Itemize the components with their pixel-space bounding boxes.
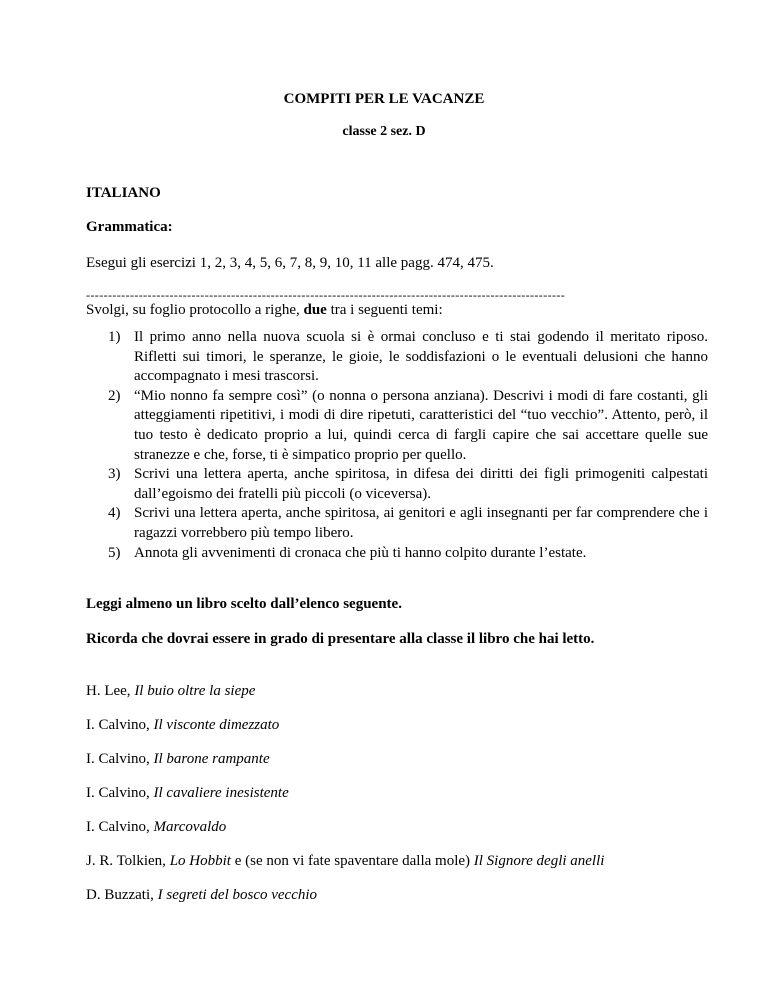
essay-item <box>108 328 708 387</box>
essay-intro-end: tra i seguenti temi: <box>326 302 443 318</box>
grammar-heading: Grammatica: <box>86 219 173 235</box>
book-author: J. R. Tolkien, <box>86 853 170 869</box>
book-author: D. Buzzati, <box>86 887 158 903</box>
book-author: I. Calvino, <box>86 717 154 733</box>
essay-text: Scrivi una lettera aperta, anche spiritosa, ai genitori e agli insegnanti per far comprendere che i ragazzi vorrebbero più tempo libero. <box>134 505 708 541</box>
essay-item <box>108 504 708 543</box>
reading-instruction: Leggi almeno un libro scelto dall’elenco seguente. <box>86 596 402 612</box>
book-title: Il visconte dimezzato <box>153 717 280 733</box>
essay-number: 3) <box>108 466 121 483</box>
essay-text: “Mio nonno fa sempre così” (o nonna o persona anziana). Descrivi i modi di fare costanti, gli atteggiamenti ripetitivi, i modi di dire ripetuti, caratteristici del “tuo vecchio”. Attento, però, il tuo testo è dedicato proprio a lui, quindi cerca di fargli capire che sai accettare quelle sue stranezze e che, forse, ti è simpatico proprio per quello. <box>134 387 708 463</box>
grammar-instruction: Esegui gli esercizi 1, 2, 3, 4, 5, 6, 7, 8, 9, 10, 11 alle pagg. 474, 475. <box>86 255 494 271</box>
book-item <box>86 887 317 904</box>
book-title: Marcovaldo <box>153 819 227 835</box>
book-title: Il cavaliere inesistente <box>153 785 289 801</box>
essay-list <box>108 328 708 563</box>
essay-intro-count: due <box>303 302 327 318</box>
essay-item <box>108 387 708 465</box>
essay-text: Il primo anno nella nuova scuola si è ormai concluso e ti stai godendo il meritato riposo. Rifletti sui timori, le speranze, le gioie, le soddisfazioni o le eventuali delusioni che hanno accompagnato i mesi trascorsi. <box>134 329 708 385</box>
essay-number: 1) <box>108 329 121 345</box>
book-author: I. Calvino, <box>86 819 154 835</box>
book-note: e (se non vi fate spaventare dalla mole) <box>230 853 474 869</box>
book-item <box>86 717 279 734</box>
subject-heading: ITALIANO <box>86 185 161 201</box>
book-author: I. Calvino, <box>86 785 154 801</box>
essay-item <box>108 544 708 564</box>
essay-intro <box>86 302 443 319</box>
book-item <box>86 751 270 768</box>
essay-text: Scrivi una lettera aperta, anche spiritosa, in difesa dei diritti dei figli primogeniti calpestati dall’egoismo dei fratelli più piccoli (o viceversa). <box>134 466 708 502</box>
essay-number: 5) <box>108 544 121 561</box>
book-title: I segreti del bosco vecchio <box>157 887 318 903</box>
essay-text: Annota gli avvenimenti di cronaca che più ti hanno colpito durante l’estate. <box>134 544 587 561</box>
book-author: H. Lee, <box>86 683 135 699</box>
book-item <box>86 683 255 700</box>
book-title-second: Il Signore degli anelli <box>473 853 605 869</box>
book-title: Il barone rampante <box>153 751 270 767</box>
document-title: COMPITI PER LE VACANZE <box>283 91 485 107</box>
book-item <box>86 819 226 836</box>
essay-number: 4) <box>108 505 121 522</box>
separator-line: ------------------------------------------------------------------------------------------------------------- <box>86 288 566 302</box>
book-title: Lo Hobbit <box>169 853 231 869</box>
book-title: Il buio oltre la siepe <box>134 683 256 699</box>
essay-number: 2) <box>108 387 121 404</box>
essay-intro-start: Svolgi, su foglio protocollo a righe, <box>86 302 304 318</box>
book-item <box>86 785 289 802</box>
essay-item <box>108 465 708 504</box>
book-item <box>86 853 604 870</box>
class-label: classe 2 sez. D <box>342 124 426 139</box>
book-author: I. Calvino, <box>86 751 154 767</box>
reading-note: Ricorda che dovrai essere in grado di presentare alla classe il libro che hai letto. <box>86 631 595 647</box>
